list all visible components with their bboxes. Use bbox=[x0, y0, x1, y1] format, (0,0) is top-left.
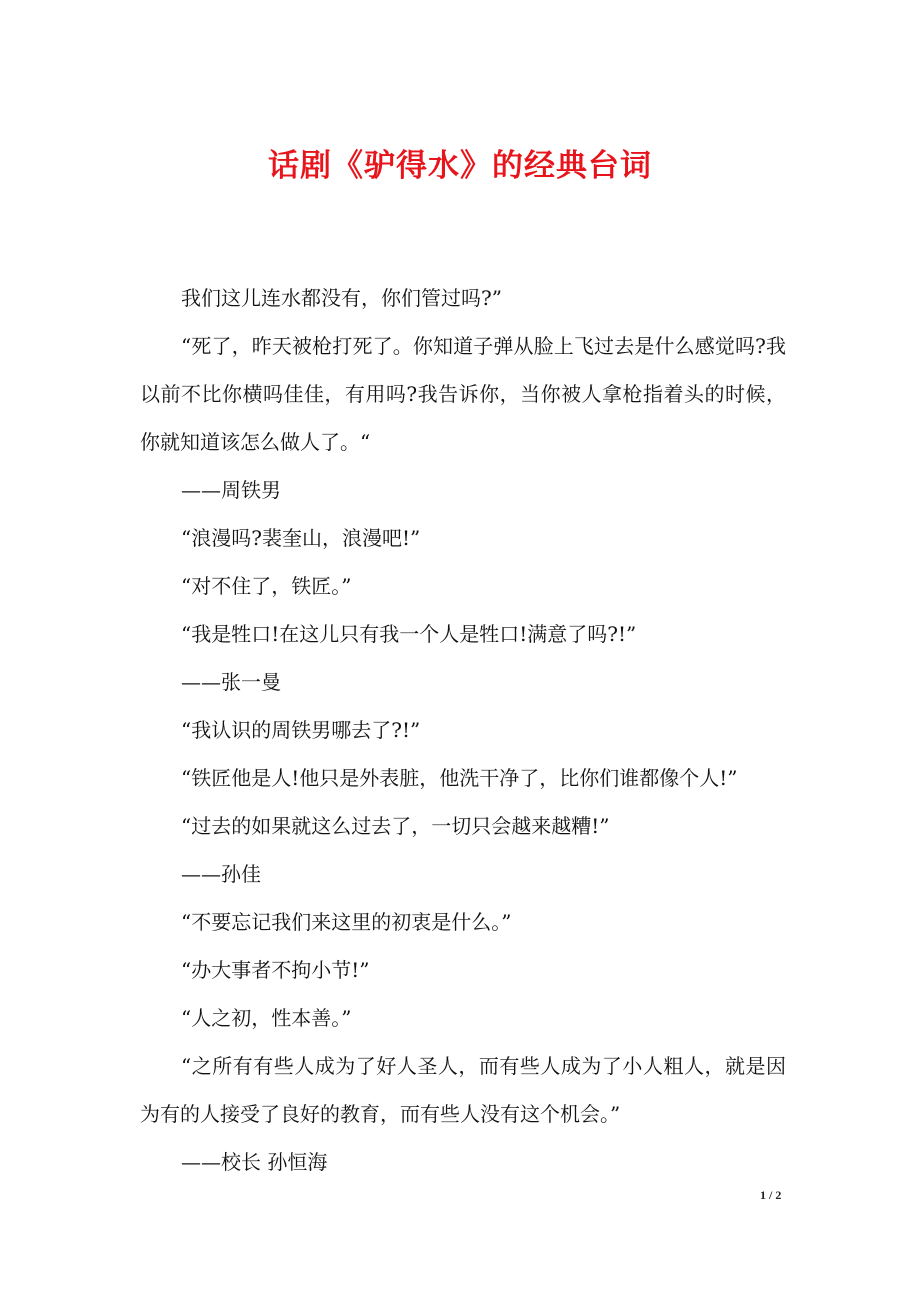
paragraph-attribution: ——张一曼 bbox=[181, 670, 281, 694]
paragraph-quote: “死了，昨天被枪打死了。你知道子弹从脸上飞过去是什么感觉吗?我以前不比你横吗佳佳，有用吗?我告诉你，当你被人拿枪指着头的时候，你就知道该怎么做人了。“ bbox=[140, 334, 786, 454]
document-title: 话剧《驴得水》的经典台词 bbox=[268, 148, 652, 184]
paragraph-attribution: ——周铁男 bbox=[181, 478, 281, 502]
paragraph-quote: “不要忘记我们来这里的初衷是什么。” bbox=[181, 910, 512, 934]
paragraph-intro-line: 我们这儿连水都没有，你们管过吗?” bbox=[181, 286, 502, 310]
paragraph-quote: “人之初，性本善。” bbox=[181, 1006, 352, 1030]
document-body bbox=[140, 274, 786, 1186]
paragraph-quote: “浪漫吗?裴奎山，浪漫吧!” bbox=[181, 526, 421, 550]
paragraph-attribution: ——校长 孙恒海 bbox=[181, 1150, 328, 1174]
paragraph-quote: “我是牲口!在这儿只有我一个人是牲口!满意了吗?!” bbox=[181, 622, 637, 646]
paragraph-quote: “对不住了，铁匠。” bbox=[181, 574, 352, 598]
paragraph-quote: “之所有有些人成为了好人圣人，而有些人成为了小人粗人，就是因为有的人接受了良好的教育，而有些人没有这个机会。” bbox=[140, 1054, 786, 1126]
paragraph-quote: “铁匠他是人!他只是外表脏，他洗干净了，比你们谁都像个人!” bbox=[181, 766, 738, 790]
page-number: 1 / 2 bbox=[760, 1188, 782, 1202]
paragraph-quote: “办大事者不拘小节!” bbox=[181, 958, 370, 982]
paragraph-quote: “我认识的周铁男哪去了?!” bbox=[181, 718, 421, 742]
paragraph-attribution: ——孙佳 bbox=[181, 862, 261, 886]
paragraph-quote: “过去的如果就这么过去了，一切只会越来越糟!” bbox=[181, 814, 610, 838]
